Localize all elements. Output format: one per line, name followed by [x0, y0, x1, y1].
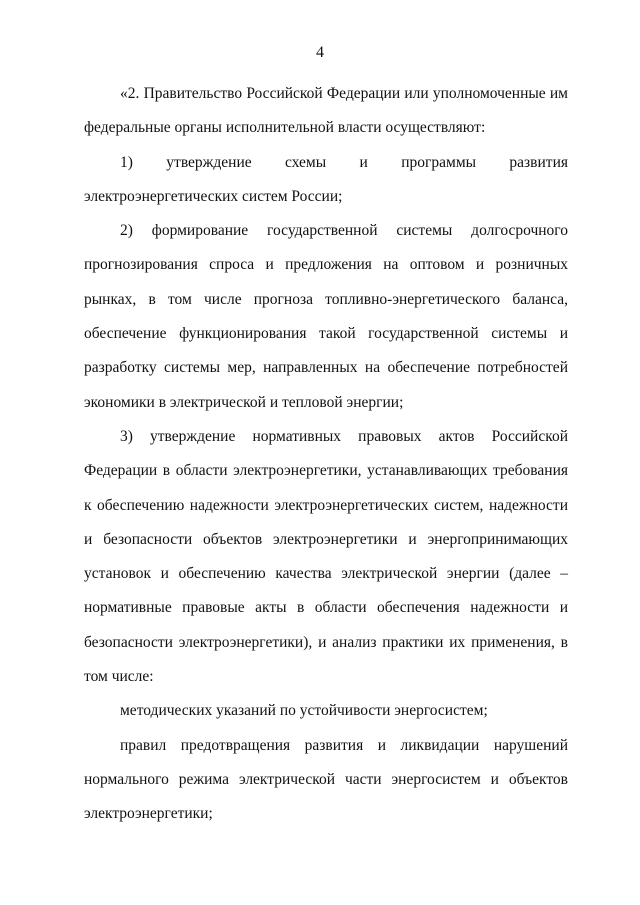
document-body — [84, 77, 568, 832]
paragraph-intro: «2. Правительство Российской Федерации или уполномоченные им федеральные органы исполнительной власти осуществляют: — [84, 85, 568, 137]
paragraph-prevention-rules: правил предотвращения развития и ликвидации нарушений нормального режима электрической части энергосистем и объектов электроэнергетики; — [84, 736, 568, 823]
page-number: 4 — [316, 44, 324, 61]
paragraph-item-2: 2) формирование государственной системы долгосрочного прогнозирования спроса и предложения на оптовом и розничных рынках, в том числе прогноза топливно-энергетического баланса, обеспечение функционирования такой государственной системы и разработку системы мер, направленных на обеспечение потребностей экономики в электрической и тепловой энергии; — [84, 222, 568, 411]
paragraph-item-1: 1) утверждение схемы и программы развития электроэнергетических систем России; — [84, 153, 568, 205]
paragraph-methodical-guidelines: методических указаний по устойчивости энергосистем; — [120, 702, 488, 720]
paragraph-item-3: 3) утверждение нормативных правовых актов Российской Федерации в области электроэнергетики, устанавливающих требования к обеспечению надежности электроэнергетических систем, надежности и безопасности объектов электроэнергетики и энергопринимающих установок и обеспечению качества электрической энергии (далее – нормативные правовые акты в области обеспечения надежности и безопасности электроэнергетики), и анализ практики их применения, в том числе: — [84, 427, 568, 686]
